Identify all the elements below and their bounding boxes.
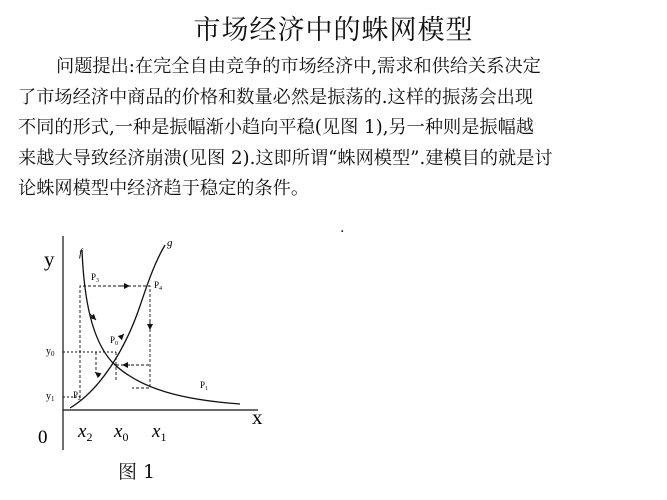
point-p3-base: P	[91, 272, 97, 282]
x-tick-x0-base: x	[114, 421, 123, 442]
point-p0-base: P	[110, 335, 116, 345]
point-p1-base: P	[200, 380, 206, 390]
x-tick-x2-sub: 2	[86, 430, 93, 444]
y-tick-y0-sub: 0	[51, 350, 55, 358]
point-p3	[91, 272, 99, 284]
point-p1	[200, 380, 208, 392]
x-axis-label: x	[252, 405, 263, 429]
point-p3-sub: 3	[96, 278, 100, 284]
point-p2-base: P	[73, 390, 79, 400]
paragraph-line-1: 问题提出:在完全自由竞争的市场经济中,需求和供给关系决定	[56, 56, 541, 77]
curve-g-label: g	[167, 237, 173, 249]
cobweb-dashed-path	[63, 286, 150, 398]
point-p4-sub: 4	[159, 286, 163, 292]
demand-curve-f	[82, 250, 240, 404]
point-p4	[154, 280, 162, 292]
curve-f-label: f	[79, 247, 83, 259]
y-tick-y1-sub: 1	[51, 395, 55, 403]
y-tick-y1	[46, 391, 55, 403]
y-tick-y1-base: y	[46, 391, 51, 402]
supply-curve-g	[70, 245, 165, 408]
x-tick-x1-base: x	[152, 421, 161, 442]
page-title: 市场经济中的蛛网模型	[193, 15, 474, 46]
paragraph-line-5: 论蛛网模型中经济趋于稳定的条件。	[18, 178, 310, 199]
paragraph-line-4: 来越大导致经济崩溃(见图 2).这即所谓“蛛网模型”.建模目的就是讨	[18, 147, 553, 169]
point-p0	[110, 335, 118, 347]
paragraph-line-3: 不同的形式,一种是振幅渐小趋向平稳(见图 1),另一种则是振幅越	[18, 117, 534, 138]
y-tick-y0-base: y	[46, 346, 51, 357]
x-tick-x0-sub: 0	[122, 430, 129, 444]
point-p1-sub: 1	[205, 386, 209, 392]
y-axis-label: y	[44, 247, 55, 271]
x-tick-x2	[77, 421, 92, 444]
figure-caption: 图 1	[118, 461, 156, 483]
x-tick-x0	[113, 421, 128, 444]
x-tick-x1-sub: 1	[160, 430, 167, 444]
origin-label: 0	[38, 427, 48, 448]
point-p4-base: P	[154, 280, 160, 290]
stray-mark: .	[340, 220, 345, 236]
x-tick-x2-base: x	[78, 421, 87, 442]
y-tick-y0	[46, 346, 55, 358]
point-p0-sub: 0	[115, 341, 119, 347]
point-p2-sub: 2	[78, 396, 82, 402]
cobweb-arrows	[90, 286, 150, 376]
x-tick-x1	[151, 421, 166, 444]
paragraph-line-2: 了市场经济中商品的价格和数量必然是振荡的.这样的振荡会出现	[18, 86, 534, 108]
